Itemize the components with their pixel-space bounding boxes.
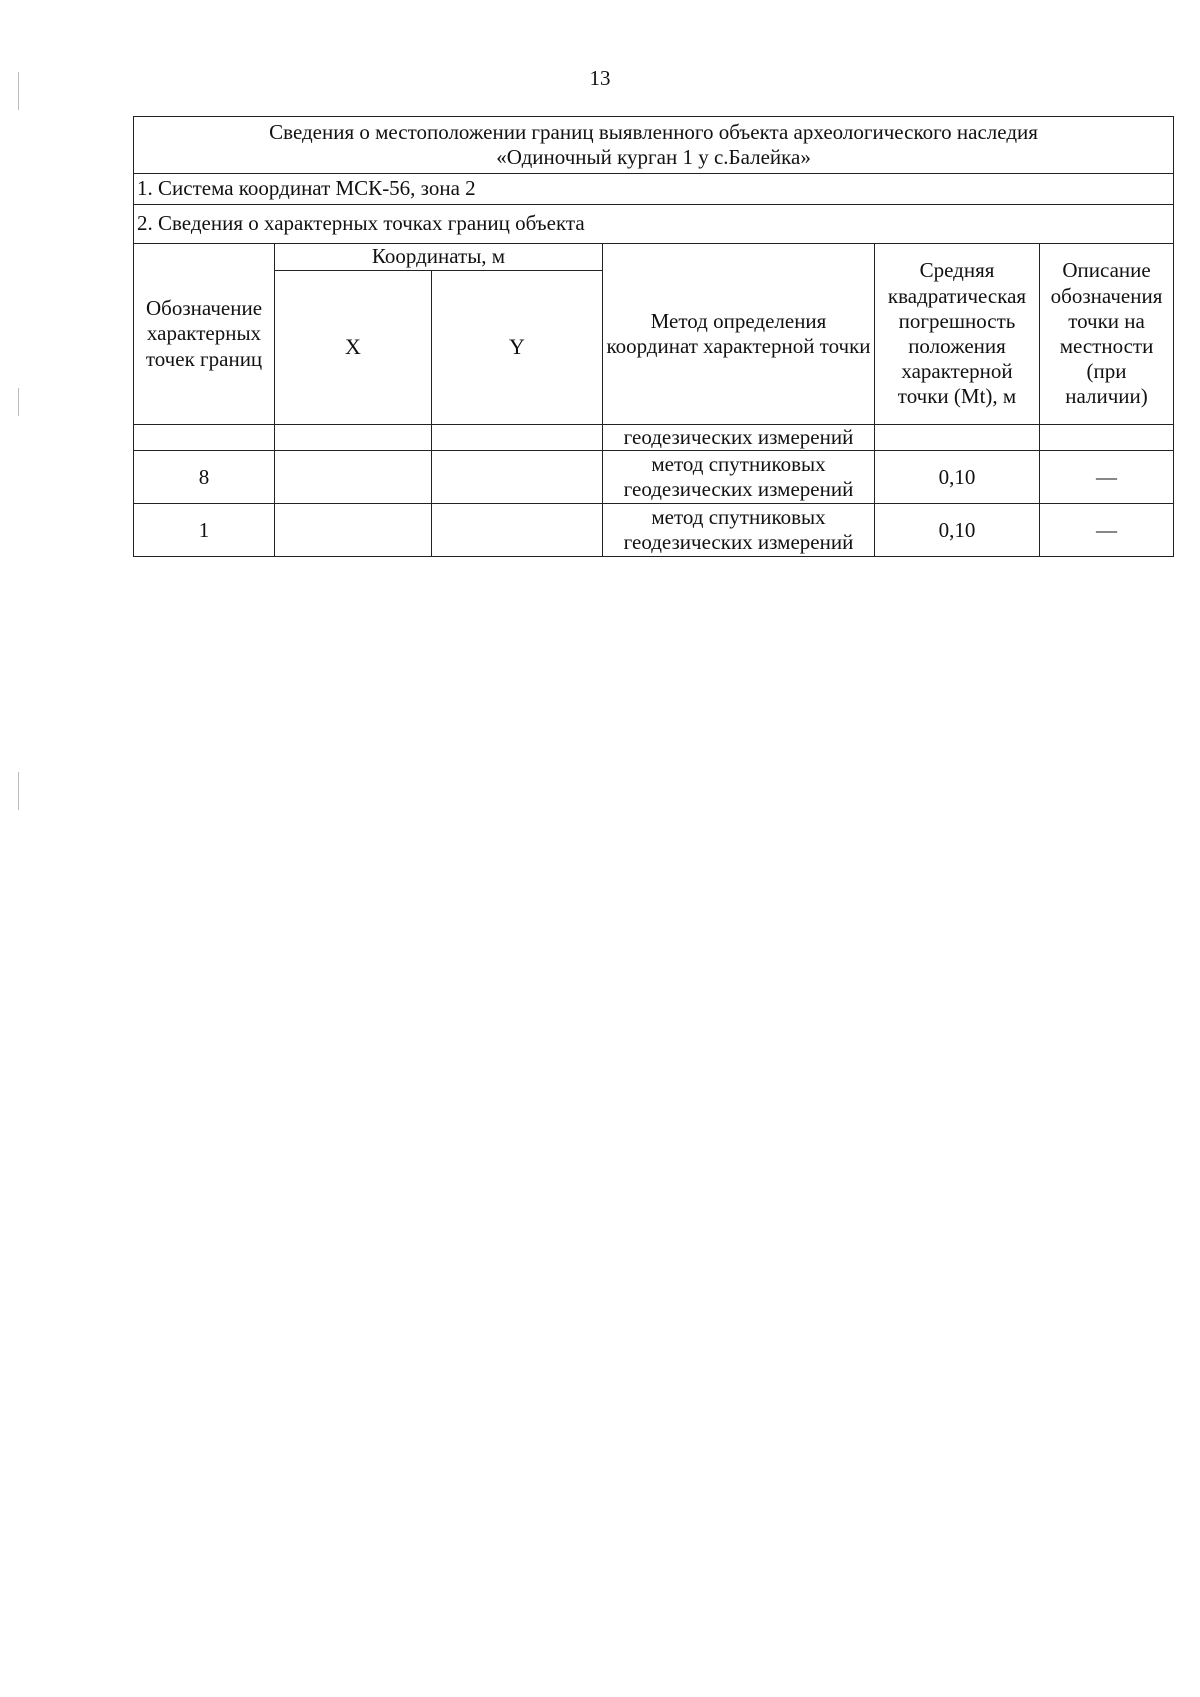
error-value: 0,10 xyxy=(875,451,1040,504)
coord-y xyxy=(432,451,603,504)
coord-y xyxy=(432,504,603,557)
table-cell xyxy=(432,425,603,451)
point-number: 1 xyxy=(134,504,275,557)
method-line1: метод спутниковых xyxy=(651,505,826,529)
header-method: Метод определения координат характерной точки xyxy=(603,244,875,425)
points-heading: 2. Сведения о характерных точках границ объекта xyxy=(134,205,1174,244)
table-title-line2: «Одиночный курган 1 у с.Балейка» xyxy=(496,145,811,169)
scan-artifact xyxy=(18,388,19,416)
description: — xyxy=(1040,451,1174,504)
header-error: Средняя квадратическая погрешность положения характерной точки (Mt), м xyxy=(875,244,1040,425)
method-line2: геодезических измерений xyxy=(623,530,854,555)
table-cell xyxy=(275,425,432,451)
error-value: 0,10 xyxy=(875,504,1040,557)
description: — xyxy=(1040,504,1174,557)
table-row xyxy=(134,504,1174,557)
boundary-points-table xyxy=(133,116,1174,557)
table-title xyxy=(134,117,1174,174)
header-description: Описание обозначения точки на местности (при наличии) xyxy=(1040,244,1174,425)
method-line2: геодезических измерений xyxy=(623,477,854,502)
continuation-method: геодезических измерений xyxy=(603,425,875,451)
continuation-row xyxy=(134,425,1174,451)
coordinate-system: 1. Система координат МСК-56, зона 2 xyxy=(134,174,1174,205)
table-cell xyxy=(875,425,1040,451)
header-x: X xyxy=(275,270,432,424)
header-coordinates: Координаты, м xyxy=(275,244,603,271)
page-number: 13 xyxy=(589,66,611,90)
coord-x xyxy=(275,504,432,557)
scan-artifact xyxy=(18,72,19,110)
table-cell xyxy=(1040,425,1174,451)
coord-x xyxy=(275,451,432,504)
header-y: Y xyxy=(432,270,603,424)
scan-artifact xyxy=(18,772,19,810)
method xyxy=(603,504,875,557)
table-title-line1: Сведения о местоположении границ выявленного объекта археологического наследия xyxy=(269,119,1038,144)
header-designation: Обозначение характерных точек границ xyxy=(134,244,275,425)
method-line1: метод спутниковых xyxy=(651,452,826,476)
point-number: 8 xyxy=(134,451,275,504)
method xyxy=(603,451,875,504)
table-cell xyxy=(134,425,275,451)
table-row xyxy=(134,451,1174,504)
